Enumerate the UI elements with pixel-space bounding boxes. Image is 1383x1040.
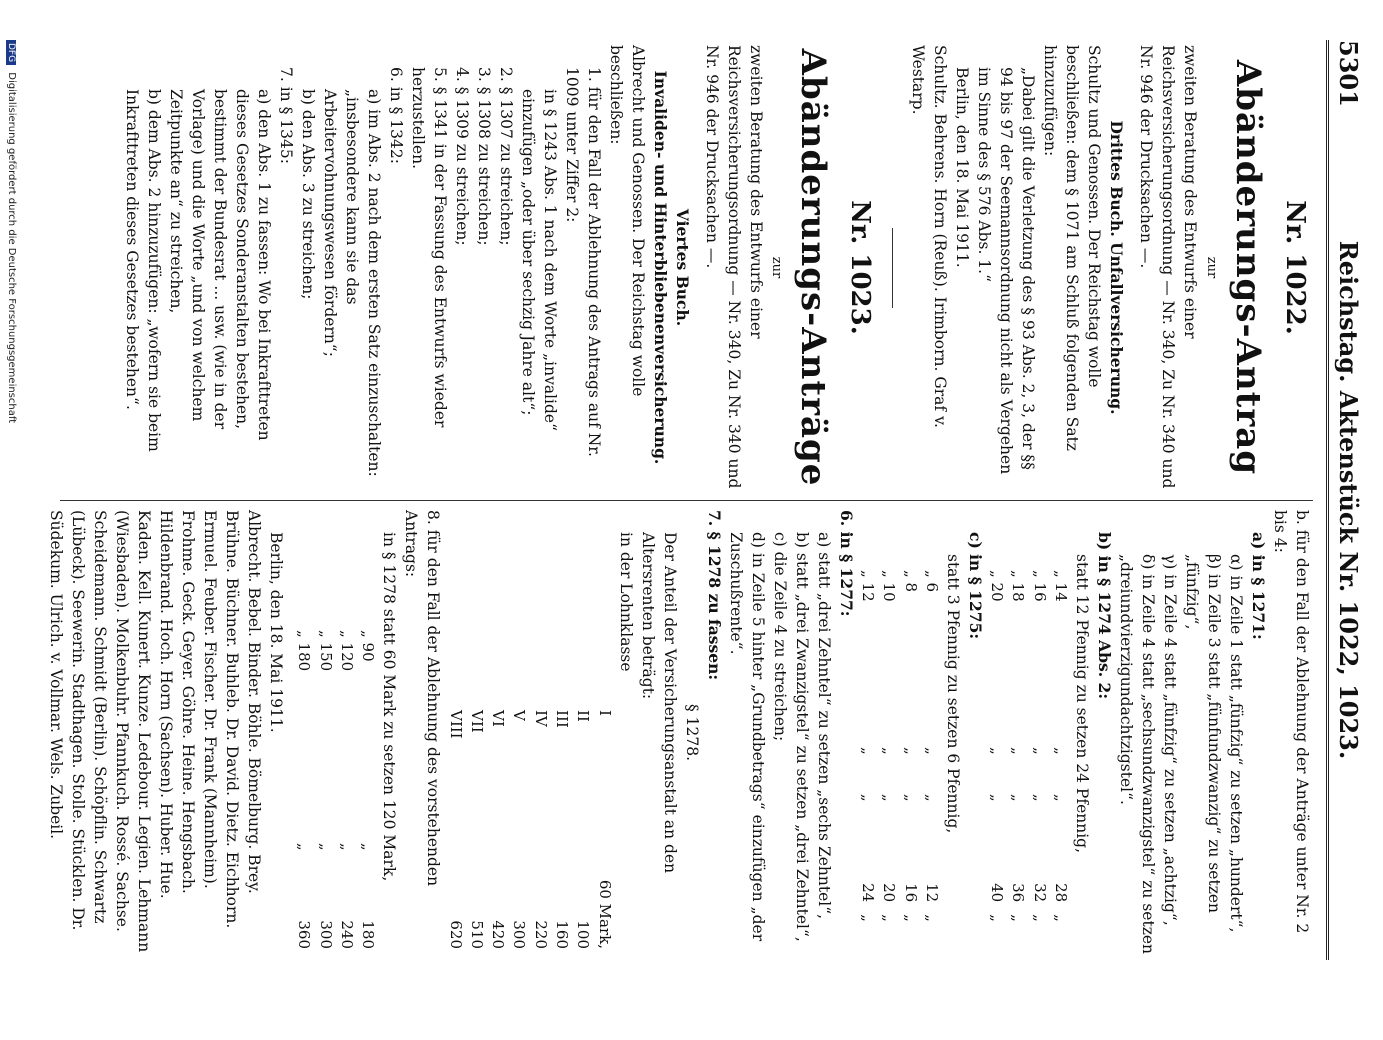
intro-text: zweiten Beratung des Entwurfs einer Reichsversicherungsordnung — Nr. 340, Zu Nr. 340 und Nr. 946 der Drucksachen —. <box>1137 45 1200 489</box>
list-item: a) im Abs. 2 nach dem ersten Satz einzuschalten: „insbesondere kann sie das Arbeitervohnungswesen fördern“; <box>320 89 383 477</box>
s8-line: 8. für den Fall der Ablehnung des vorstehenden Antrags: <box>402 510 443 887</box>
nr-1022-heading: Nr. 1022. <box>1280 200 1310 335</box>
table-row: „ 20 „ „ 40 „ <box>988 570 1007 922</box>
section-1275: c) in § 1275: <box>965 532 985 640</box>
table-row: „ 14 „ „ 28 „ <box>1052 570 1070 922</box>
date-line-1: Berlin, den 18. Mai 1911. <box>953 67 972 268</box>
table-1275 <box>857 510 942 955</box>
beta-line: β) in Zeile 3 statt „fünfundzwanzig“ zu setzen „fünfzig“, <box>1183 554 1223 914</box>
table-row: III 160 <box>553 710 572 949</box>
table-row: „ 8 „ „ 16 „ <box>901 570 920 922</box>
book-subheading-2: Invaliden- und Hinterbliebenenversicherung. <box>650 70 670 465</box>
antrag-title: Abänderungs-Antrag <box>1228 59 1269 476</box>
nr-1023-heading: Nr. 1023. <box>845 200 876 335</box>
list-item: 1. für den Fall der Ablehnung des Antrags auf Nr. 1009 unter Ziffer 2: <box>562 67 603 457</box>
s6b-line: b) statt „drei Zwanzigstel“ zu setzen „drei Zehntel“, <box>792 532 811 942</box>
s6a-line: a) statt „drei Zehntel“ zu setzen „sechs Zehntel“, <box>814 532 833 920</box>
list-item: 7. in § 1345: <box>276 67 295 164</box>
table-row: „ 120 „ 240 <box>337 630 356 949</box>
table-1278 <box>444 510 614 955</box>
page-number: 5301 <box>1334 40 1363 107</box>
section-1278-heading: § 1278. <box>682 703 701 762</box>
zur-label: zur <box>1203 256 1219 279</box>
dfg-logo: DFG <box>6 40 16 65</box>
b-intro: b. für den Fall der Ablehnung der Anträge unter Nr. 2 bis 4: <box>1271 510 1311 934</box>
list-item: 4. § 1309 zu streichen; <box>452 67 471 246</box>
section-1278: 7. § 1278 zu fassen: <box>704 510 724 681</box>
section-1277: 6. in § 1277: <box>836 510 856 617</box>
table-1274 <box>986 510 1071 955</box>
table-row: IV 220 <box>531 710 550 949</box>
signatures-1: Schultz. Behrens. Horn (Reuß). Irimborn. Graf v. Westarp. <box>909 45 950 428</box>
lohnklasse-label: in der Lohnklasse <box>616 532 635 672</box>
footer-text: Digitalisierung gefördert durch die Deutsche Forschungsgemeinschaft <box>6 72 17 424</box>
list-item: b) dem Abs. 2 hinzuzufügen: „wofern sie beim Inkrafttreten dieses Gesetzes bestehen“. <box>122 89 163 452</box>
table-row: „ 10 „ „ 20 „ <box>880 570 899 922</box>
list-item: in § 1243 Abs. 1 nach dem Worte „invalide“ einzufügen „oder über sechzig Jahre alt“; <box>518 89 559 432</box>
table-row: VIII 620 <box>446 710 465 949</box>
list-item: 6. in § 1342: <box>386 67 405 164</box>
antraege-title: Abänderungs-Anträge <box>793 48 834 487</box>
table-row: „ 150 „ 300 <box>316 630 335 949</box>
table-row: „ 180 „ 360 <box>295 630 314 949</box>
list-item: 2. § 1307 zu streichen; <box>496 67 515 246</box>
motion-text: Schultz und Genossen. Der Reichstag wolle beschließen: dem § 1071 am Schluß folgenden Satz hinzuzufügen: <box>1041 45 1104 451</box>
section-1274-line: statt 12 Pfennig zu setzen 24 Pfennig, <box>1073 554 1091 854</box>
table-row: „ 6 „ „ 12 „ <box>922 570 941 922</box>
date-line-2: Berlin, den 18. Mai 1911. <box>267 532 286 733</box>
book-heading: Drittes Buch. Unfallversicherung. <box>1107 120 1127 415</box>
intro-text-2: zweiten Beratung des Entwurfs einer Reichsversicherungsordnung — Nr. 340, Zu Nr. 340 und Nr. 946 der Drucksachen —. <box>702 45 765 489</box>
delta-line: δ) in Zeile 4 statt „sechsundzwanzigstel“ zu setzen „dreiundvierzigundachtzigstel“. <box>1117 554 1157 955</box>
column-divider <box>60 500 1313 501</box>
table-row: „ 90 „ 180 <box>359 630 378 949</box>
section-1274: b) in § 1274 Abs. 2: <box>1095 532 1114 700</box>
right-column <box>47 510 1313 955</box>
list-item: 3. § 1308 zu streichen; <box>474 67 493 246</box>
table-row: II 100 <box>574 710 593 949</box>
motion-quote: „Dabei gilt die Verletzung des § 93 Abs. 2, 3, der §§ 94 bis 97 der Seemannsordnung nicht als Vergehen im Sinne des § 576 Abs. 1.“ <box>975 67 1038 475</box>
table-row: I 60 Mark, <box>595 710 614 949</box>
zur-label-2: zur <box>769 256 785 279</box>
s6d-line: d) in Zeile 5 hinter „Grundbetrags“ einzufügen „der Zuschußrente“. <box>726 532 767 942</box>
separator-rule <box>892 228 893 308</box>
left-column <box>70 45 1313 490</box>
section-1278-text: Der Anteil der Versicherungsanstalt an den Altersrenten beträgt: <box>638 532 679 874</box>
list-item: 5. § 1341 in der Fassung des Entwurfs wieder herzustellen. <box>408 67 449 428</box>
motion-text-2: Albrecht und Genossen. Der Reichstag wolle beschließen: <box>606 45 647 397</box>
gamma-line: γ) in Zeile 4 statt „fünfzig“ zu setzen „achtzig“, <box>1161 554 1179 926</box>
s8b-line: in § 1278 statt 60 Mark zu setzen 120 Mark, <box>380 532 399 882</box>
running-head: Reichstag. Aktenstück Nr. 1022, 1023. <box>1334 240 1363 760</box>
book-heading-2: Viertes Buch. <box>672 208 692 327</box>
alpha-line: α) in Zeile 1 statt „fünfzig“ zu setzen „hundert“, <box>1227 554 1245 933</box>
table-row: VI 420 <box>489 710 508 949</box>
table-row: „ 16 „ „ 32 „ <box>1030 570 1049 922</box>
section-1275-line: statt 3 Pfennig zu setzen 6 Pfennig, <box>943 554 962 834</box>
page-header <box>1326 40 1365 960</box>
digitization-footer <box>6 0 17 1040</box>
table-row: „ 12 „ „ 24 „ <box>858 570 877 922</box>
list-item: a) den Abs. 1 zu fassen: Wo bei Inkrafttreten dieses Gesetzes Sonderanstalten bestehen, bestimmt der Bundesrat ... usw. (wie in der Vorlage) und die Worte „und von welchem Zeitpunkte an“ zu streichen, <box>166 89 273 441</box>
table-row: VII 510 <box>467 710 486 949</box>
table-s8 <box>293 510 378 955</box>
list-item: b) den Abs. 3 zu streichen; <box>298 89 317 300</box>
table-row: „ 18 „ „ 36 „ <box>1009 570 1028 922</box>
signatures-2: Albrecht. Bebel. Binder. Böhle. Bömelburg. Brey. Brühne. Büchner. Buhleb. Dr. David. Dietz. Eichhorn. Ermuel. Feuber. Fischer. Dr. Frank (Mannheim). Frohme. Geck. Geyer. Göhre. Heine. Hengsbach. Hildenbrand. Hoch. Horn (Sachsen). Huber. Hue. Kaden. Kell. Kunert. Kunze. Ledebour. Legien. Lehmann (Wiesbaden). Molkenbuhr. Pfannkuch. Rossé. Sachse. Scheidemann. Schmidt (Berlin). Schöpflin. Schwartz (Lübeck). Seewerin. Stadthagen. Stolle. Stücklen. Dr. Südekum. Ulrich. v. Vollmar. Wels. Zubeil. <box>47 510 264 953</box>
section-1271: a) in § 1271: <box>1249 532 1268 640</box>
table-row: V 300 <box>510 710 529 949</box>
s6c-line: c) die Zeile 4 zu streichen; <box>770 532 789 742</box>
